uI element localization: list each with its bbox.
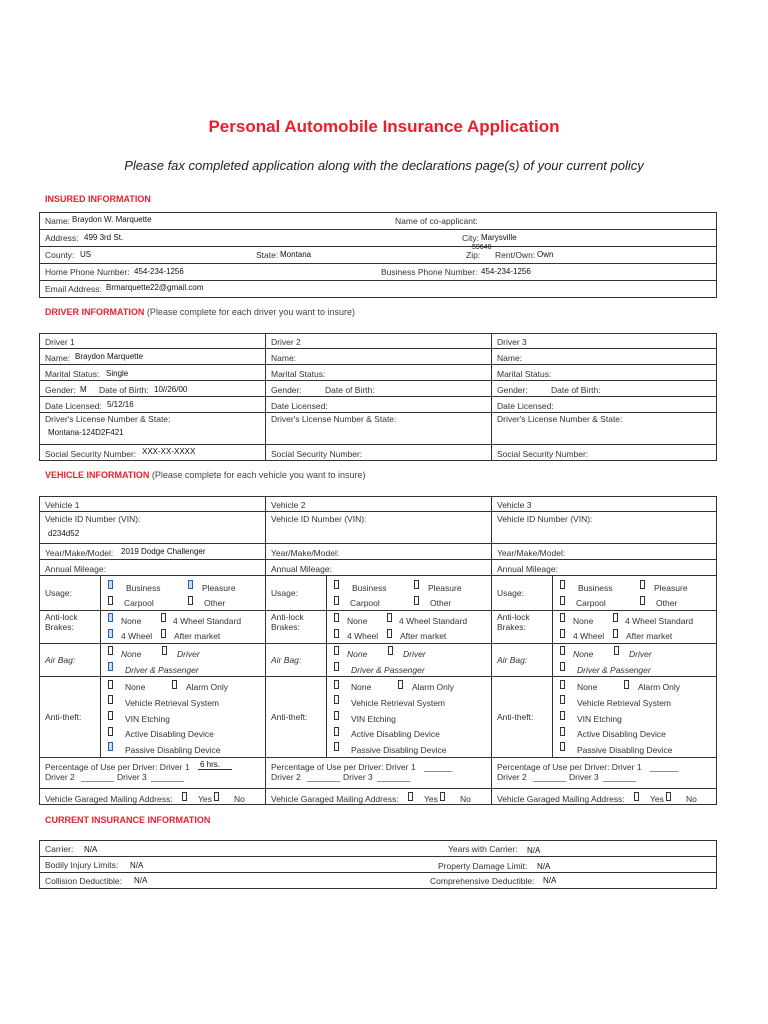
vehicle-1-antilock-4wheel-standard-label: 4 Wheel Standard	[173, 616, 242, 626]
vehicle-2-antitheft-none-label: None	[351, 682, 372, 692]
vehicle-2-antitheft-alarm-checkbox[interactable]	[398, 680, 403, 689]
vehicle-3-vin-label: Vehicle ID Number (VIN):	[497, 514, 593, 524]
driver-3-dl-label: Driver's License Number & State:	[497, 414, 623, 424]
bodily-injury-field[interactable]: N/A	[130, 861, 144, 870]
property-damage-field[interactable]: N/A	[537, 862, 551, 871]
driver-3-dob-label: Date of Birth:	[551, 385, 601, 395]
vehicle-1-mileage-label: Annual Mileage:	[45, 564, 106, 574]
vehicle-3-antitheft-label: Anti-theft:	[497, 712, 534, 722]
vehicle-1-antilock-aftermarket-label: After market	[174, 631, 221, 641]
vehicle-2-garaged-label: Vehicle Garaged Mailing Address:	[271, 794, 399, 804]
vehicle-2-antitheft-active-checkbox[interactable]	[334, 727, 339, 736]
property-damage-label: Property Damage Limit:	[438, 861, 528, 871]
vehicle-1-ymm-field[interactable]: 2019 Dodge Challenger	[121, 547, 206, 556]
years-field[interactable]: N/A	[527, 846, 541, 855]
vehicle-3-airbag-none-checkbox[interactable]	[560, 646, 565, 655]
vehicle-2-usage-carpool-checkbox[interactable]	[334, 596, 339, 605]
driver-2-ssn-label: Social Security Number:	[271, 449, 363, 459]
vehicle-2-usage-pleasure-label: Pleasure	[428, 583, 462, 593]
home-phone-label: Home Phone Number:	[45, 267, 130, 277]
vehicle-3-antitheft-alarm-label: Alarm Only	[638, 682, 681, 692]
vehicle-1-airbag-driver-passenger-label: Driver & Passenger	[125, 665, 199, 675]
vehicle-1-antilock-aftermarket-checkbox[interactable]	[161, 629, 166, 638]
vehicle-3-garaged-label: Vehicle Garaged Mailing Address:	[497, 794, 625, 804]
driver-1-name-label: Name:	[45, 353, 71, 363]
vehicle-1-pct-driver2-blank: _______	[81, 772, 115, 782]
page-title: Personal Automobile Insurance Application	[208, 117, 560, 136]
vehicle-1-pct-driver3-blank: _______	[151, 772, 185, 782]
comprehensive-field[interactable]: N/A	[543, 876, 557, 885]
vehicle-2-usage-other-checkbox[interactable]	[414, 596, 419, 605]
vehicle-3-usage-business-label: Business	[578, 583, 613, 593]
vehicle-3-pct-driver3-label: Driver 3	[569, 772, 599, 782]
insured-heading: INSURED INFORMATION	[45, 194, 151, 204]
vehicle-1-airbag-driver-checkbox[interactable]	[162, 646, 167, 655]
vehicle-2-vin-label: Vehicle ID Number (VIN):	[271, 514, 367, 524]
current-insurance-heading: CURRENT INSURANCE INFORMATION	[45, 815, 211, 825]
vehicle-1-pct-driver1-field[interactable]: 6 hrs.	[198, 760, 232, 770]
vehicle-3-usage-pleasure-label: Pleasure	[654, 583, 688, 593]
driver-1-gender-label: Gender:	[45, 385, 76, 395]
vehicle-3-antilock-none-checkbox[interactable]	[560, 613, 565, 622]
vehicle-3-antilock-label-2: Brakes:	[497, 622, 526, 632]
vehicle-1-usage-pleasure-label: Pleasure	[202, 583, 236, 593]
vehicle-2-airbag-driver-passenger-checkbox[interactable]	[334, 662, 339, 671]
county-label: County:	[45, 250, 75, 260]
home-phone-field[interactable]: 454-234-1256	[134, 267, 184, 276]
vehicle-2-usage-other-label: Other	[430, 598, 452, 608]
vehicle-2-antilock-4wheel-checkbox[interactable]	[334, 629, 339, 638]
county-field[interactable]: US	[80, 250, 92, 259]
vehicle-1-pct-label: Percentage of Use per Driver: Driver 1	[45, 762, 190, 772]
vehicle-2-antilock-none-checkbox[interactable]	[334, 613, 339, 622]
rent-own-label: Rent/Own:	[495, 250, 536, 260]
vehicle-1-antitheft-label: Anti-theft:	[45, 712, 82, 722]
vehicle-1-garaged-label: Vehicle Garaged Mailing Address:	[45, 794, 173, 804]
driver-1-name-field[interactable]: Braydon Marquette	[75, 352, 144, 361]
vehicle-1-antitheft-alarm-checkbox[interactable]	[172, 680, 177, 689]
vehicle-2-antitheft-vin-etching-label: VIN Etching	[351, 714, 396, 724]
vehicle-3-antitheft-active-checkbox[interactable]	[560, 727, 565, 736]
collision-label: Collision Deductible:	[45, 876, 123, 886]
vehicle-2-airbag-driver-passenger-label: Driver & Passenger	[351, 665, 425, 675]
vehicle-3-mileage-label: Annual Mileage:	[497, 564, 558, 574]
city-field[interactable]: Marysville	[481, 233, 517, 242]
vehicle-1-antitheft-passive-label: Passive Disabling Device	[125, 745, 221, 755]
driver-2-marital-label: Marital Status:	[271, 369, 326, 379]
vehicle-1-airbag-label: Air Bag:	[45, 655, 76, 665]
vehicle-3-antilock-aftermarket-label: After market	[626, 631, 673, 641]
vehicle-3-antilock-none-label: None	[573, 616, 594, 626]
vehicle-2-antitheft-vin-etching-checkbox[interactable]	[334, 711, 339, 720]
vehicle-1-garaged-no-label: No	[234, 794, 245, 804]
vehicle-3-garaged-yes-label: Yes	[650, 794, 664, 804]
driver-2-licensed-label: Date Licensed:	[271, 401, 328, 411]
vehicle-1-vin-label: Vehicle ID Number (VIN):	[45, 514, 141, 524]
carrier-field[interactable]: N/A	[84, 845, 98, 854]
vehicle-3-airbag-driver-label: Driver	[629, 649, 652, 659]
vehicle-3-pct-driver3-blank: _______	[603, 772, 637, 782]
state-label: State:	[256, 250, 279, 260]
vehicle-2-antitheft-alarm-label: Alarm Only	[412, 682, 455, 692]
vehicle-1-antilock-label-2: Brakes:	[45, 622, 74, 632]
vehicle-1-garaged-yes-label: Yes	[198, 794, 212, 804]
vehicle-1-airbag-none-checkbox[interactable]	[108, 646, 113, 655]
vehicle-3-antitheft-vin-etching-checkbox[interactable]	[560, 711, 565, 720]
collision-field[interactable]: N/A	[134, 876, 148, 885]
vehicle-2-pct-driver3-blank: _______	[377, 772, 411, 782]
zip-field[interactable]: 59640	[472, 244, 492, 251]
vehicle-2-usage-carpool-label: Carpool	[350, 598, 380, 608]
vehicle-1-usage-business-label: Business	[126, 583, 161, 593]
vehicle-1-title: Vehicle 1	[45, 500, 80, 510]
address-label: Address:	[45, 233, 79, 243]
state-field[interactable]: Montana	[280, 250, 312, 259]
vehicle-3-antitheft-none-label: None	[577, 682, 598, 692]
vehicle-1-usage-other-label: Other	[204, 598, 226, 608]
vehicle-3-airbag-label: Air Bag:	[497, 655, 528, 665]
email-field[interactable]: Brmarquette22@gmail.com	[106, 283, 204, 292]
vehicle-3-pct-driver2-label: Driver 2	[497, 772, 527, 782]
vehicle-3-usage-business-checkbox[interactable]	[560, 580, 565, 589]
vehicle-2-antilock-label-2: Brakes:	[271, 622, 300, 632]
vehicle-1-antitheft-active-checkbox[interactable]	[108, 727, 113, 736]
vehicle-1-usage-label: Usage:	[45, 588, 72, 598]
vehicle-1-antilock-4wheel-label: 4 Wheel	[121, 631, 153, 641]
vehicle-1-antilock-none-checkbox[interactable]	[108, 613, 113, 622]
vehicle-2-antilock-aftermarket-checkbox[interactable]	[387, 629, 392, 638]
driver-3-name-label: Name:	[497, 353, 523, 363]
driver-1-marital-label: Marital Status:	[45, 369, 100, 379]
vehicle-3-airbag-driver-passenger-label: Driver & Passenger	[577, 665, 651, 675]
driver-1-dob-field[interactable]: 10//26/00	[154, 385, 188, 394]
driver-1-marital-field[interactable]: Single	[106, 369, 129, 378]
name-label: Name:	[45, 216, 71, 226]
vehicle-3-garaged-no-checkbox[interactable]	[666, 792, 671, 801]
vehicle-2-ymm-label: Year/Make/Model:	[271, 548, 340, 558]
vehicle-1-pct-driver3-label: Driver 3	[117, 772, 147, 782]
vehicle-3-antitheft-none-checkbox[interactable]	[560, 680, 565, 689]
vehicle-1-pct-driver2-label: Driver 2	[45, 772, 75, 782]
vehicle-2-pct-driver2-blank: _______	[307, 772, 341, 782]
vehicle-3-usage-pleasure-checkbox[interactable]	[640, 580, 645, 589]
vehicle-1-garaged-yes-checkbox[interactable]	[182, 792, 187, 801]
vehicle-3-antitheft-passive-checkbox[interactable]	[560, 742, 565, 751]
driver-2-gender-label: Gender:	[271, 385, 302, 395]
vehicle-2-usage-business-checkbox[interactable]	[334, 580, 339, 589]
driver-2-name-label: Name:	[271, 353, 297, 363]
vehicle-2-airbag-driver-label: Driver	[403, 649, 426, 659]
driver-3-title: Driver 3	[497, 337, 527, 347]
comprehensive-label: Comprehensive Deductible:	[430, 876, 535, 886]
driver-2-title: Driver 2	[271, 337, 301, 347]
vehicle-3-antitheft-passive-label: Passive Disabling Device	[577, 745, 673, 755]
vehicle-3-antitheft-vrs-label: Vehicle Retrieval System	[577, 698, 672, 708]
vehicle-3-airbag-driver-passenger-checkbox[interactable]	[560, 662, 565, 671]
vehicle-3-antilock-4wheel-checkbox[interactable]	[560, 629, 565, 638]
driver-1-ssn-field[interactable]: XXX-XX-XXXX	[142, 447, 196, 456]
vehicle-2-antilock-aftermarket-label: After market	[400, 631, 447, 641]
vehicle-2-antilock-4wheel-label: 4 Wheel	[347, 631, 379, 641]
vehicle-3-usage-carpool-label: Carpool	[576, 598, 606, 608]
vehicle-2-antilock-none-label: None	[347, 616, 368, 626]
vehicle-1-garaged-no-checkbox[interactable]	[214, 792, 219, 801]
vehicle-2-antilock-4wheel-standard-label: 4 Wheel Standard	[399, 616, 468, 626]
driver-1-dob-label: Date of Birth:	[99, 385, 149, 395]
vehicle-2-usage-business-label: Business	[352, 583, 387, 593]
driver-3-marital-label: Marital Status:	[497, 369, 552, 379]
vehicle-3-antitheft-active-label: Active Disabling Device	[577, 729, 666, 739]
vehicle-3-usage-label: Usage:	[497, 588, 524, 598]
vehicle-1-usage-other-checkbox[interactable]	[188, 596, 193, 605]
vehicle-1-usage-business-checkbox[interactable]	[108, 580, 113, 589]
vehicle-3-usage-other-checkbox[interactable]	[640, 596, 645, 605]
vehicle-2-pct-driver3-label: Driver 3	[343, 772, 373, 782]
driver-1-dl-field[interactable]: Montana-124D2F421	[48, 428, 124, 437]
vehicle-2-title: Vehicle 2	[271, 500, 306, 510]
vehicle-2-antitheft-passive-checkbox[interactable]	[334, 742, 339, 751]
vehicle-1-usage-carpool-label: Carpool	[124, 598, 154, 608]
driver-1-title: Driver 1	[45, 337, 75, 347]
coapplicant-label: Name of co-applicant:	[395, 216, 478, 226]
vehicle-3-pct-driver2-blank: _______	[533, 772, 567, 782]
vehicle-1-airbag-driver-passenger-checkbox[interactable]	[108, 662, 113, 671]
driver-3-ssn-label: Social Security Number:	[497, 449, 589, 459]
driver-3-licensed-label: Date Licensed:	[497, 401, 554, 411]
vehicle-3-ymm-label: Year/Make/Model:	[497, 548, 566, 558]
vehicle-2-antitheft-vrs-checkbox[interactable]	[334, 695, 339, 704]
vehicle-1-antitheft-alarm-label: Alarm Only	[186, 682, 229, 692]
vehicle-1-vin-field[interactable]: d234d52	[48, 529, 80, 538]
city-label: City:	[462, 233, 479, 243]
vehicle-3-antitheft-vrs-checkbox[interactable]	[560, 695, 565, 704]
carrier-label: Carrier:	[45, 844, 74, 854]
vehicle-1-antitheft-vin-etching-label: VIN Etching	[125, 714, 170, 724]
zip-label: Zip:	[466, 250, 481, 260]
vehicle-1-antitheft-none-label: None	[125, 682, 146, 692]
vehicle-2-antilock-4wheel-standard-checkbox[interactable]	[387, 613, 392, 622]
vehicle-2-antitheft-label: Anti-theft:	[271, 712, 308, 722]
vehicle-2-antitheft-vrs-label: Vehicle Retrieval System	[351, 698, 446, 708]
driver-3-gender-label: Gender:	[497, 385, 528, 395]
vehicle-2-pct-driver1-blank: ______	[424, 762, 453, 772]
vehicle-2-usage-label: Usage:	[271, 588, 298, 598]
vehicle-2-garaged-yes-checkbox[interactable]	[408, 792, 413, 801]
driver-1-ssn-label: Social Security Number:	[45, 449, 137, 459]
vehicle-1-airbag-none-label: None	[121, 649, 142, 659]
vehicle-2-garaged-yes-label: Yes	[424, 794, 438, 804]
vehicle-1-airbag-driver-label: Driver	[177, 649, 200, 659]
years-label: Years with Carrier:	[448, 844, 518, 854]
vehicle-3-antilock-label-1: Anti-lock	[497, 612, 530, 622]
vehicle-3-antilock-4wheel-standard-checkbox[interactable]	[613, 613, 618, 622]
vehicle-1-antilock-label-1: Anti-lock	[45, 612, 78, 622]
vehicle-2-airbag-none-checkbox[interactable]	[334, 646, 339, 655]
vehicle-2-antitheft-passive-label: Passive Disabling Device	[351, 745, 447, 755]
vehicle-1-usage-carpool-checkbox[interactable]	[108, 596, 113, 605]
vehicle-2-antilock-label-1: Anti-lock	[271, 612, 304, 622]
vehicle-3-garaged-yes-checkbox[interactable]	[634, 792, 639, 801]
vehicle-2-antitheft-none-checkbox[interactable]	[334, 680, 339, 689]
vehicle-2-garaged-no-label: No	[460, 794, 471, 804]
driver-2-dob-label: Date of Birth:	[325, 385, 375, 395]
vehicle-3-garaged-no-label: No	[686, 794, 697, 804]
vehicle-3-usage-carpool-checkbox[interactable]	[560, 596, 565, 605]
vehicle-3-usage-other-label: Other	[656, 598, 678, 608]
vehicle-3-antitheft-vin-etching-label: VIN Etching	[577, 714, 622, 724]
vehicle-2-garaged-no-checkbox[interactable]	[440, 792, 445, 801]
vehicle-2-usage-pleasure-checkbox[interactable]	[414, 580, 419, 589]
page-subtitle: Please fax completed application along with the declarations page(s) of your current policy	[124, 158, 644, 173]
vehicle-1-usage-pleasure-checkbox[interactable]	[188, 580, 193, 589]
vehicle-3-antilock-4wheel-standard-label: 4 Wheel Standard	[625, 616, 694, 626]
address-field[interactable]: 499 3rd St.	[84, 233, 124, 242]
vehicle-2-mileage-label: Annual Mileage:	[271, 564, 332, 574]
vehicle-1-antitheft-vrs-label: Vehicle Retrieval System	[125, 698, 220, 708]
email-label: Email Address:	[45, 284, 102, 294]
driver-1-licensed-field[interactable]: 5/12/16	[107, 400, 134, 409]
vehicle-3-pct-label: Percentage of Use per Driver: Driver 1	[497, 762, 642, 772]
vehicle-2-airbag-none-label: None	[347, 649, 368, 659]
vehicle-3-title: Vehicle 3	[497, 500, 532, 510]
vehicle-2-antitheft-active-label: Active Disabling Device	[351, 729, 440, 739]
vehicle-3-antilock-4wheel-label: 4 Wheel	[573, 631, 605, 641]
vehicle-1-antitheft-none-checkbox[interactable]	[108, 680, 113, 689]
driver-heading: DRIVER INFORMATION (Please complete for each driver you want to insure)	[45, 307, 355, 317]
rent-own-field[interactable]: Own	[537, 250, 554, 259]
vehicle-1-antilock-4wheel-standard-checkbox[interactable]	[161, 613, 166, 622]
vehicle-1-antitheft-active-label: Active Disabling Device	[125, 729, 214, 739]
vehicle-3-antitheft-alarm-checkbox[interactable]	[624, 680, 629, 689]
name-field[interactable]: Braydon W. Marquette	[72, 215, 152, 224]
vehicle-1-antitheft-vin-etching-checkbox[interactable]	[108, 711, 113, 720]
vehicle-1-antitheft-passive-checkbox[interactable]	[108, 742, 113, 751]
vehicle-3-pct-driver1-blank: ______	[650, 762, 679, 772]
vehicle-1-antilock-4wheel-checkbox[interactable]	[108, 629, 113, 638]
vehicle-1-ymm-label: Year/Make/Model:	[45, 548, 114, 558]
vehicle-2-pct-label: Percentage of Use per Driver: Driver 1	[271, 762, 416, 772]
vehicle-3-antilock-aftermarket-checkbox[interactable]	[613, 629, 618, 638]
business-phone-field[interactable]: 454-234-1256	[481, 267, 531, 276]
vehicle-2-pct-driver2-label: Driver 2	[271, 772, 301, 782]
vehicle-1-antilock-none-label: None	[121, 616, 142, 626]
driver-1-dl-label: Driver's License Number & State:	[45, 414, 171, 424]
driver-1-gender-field[interactable]: M	[80, 385, 87, 394]
bodily-injury-label: Bodily Injury Limits:	[45, 860, 119, 870]
vehicle-3-airbag-none-label: None	[573, 649, 594, 659]
driver-1-licensed-label: Date Licensed:	[45, 401, 102, 411]
vehicle-2-airbag-driver-checkbox[interactable]	[388, 646, 393, 655]
vehicle-1-antitheft-vrs-checkbox[interactable]	[108, 695, 113, 704]
vehicle-2-airbag-label: Air Bag:	[271, 655, 302, 665]
vehicle-3-airbag-driver-checkbox[interactable]	[614, 646, 619, 655]
vehicle-heading: VEHICLE INFORMATION (Please complete for each vehicle you want to insure)	[45, 470, 366, 480]
business-phone-label: Business Phone Number:	[381, 267, 478, 277]
driver-2-dl-label: Driver's License Number & State:	[271, 414, 397, 424]
